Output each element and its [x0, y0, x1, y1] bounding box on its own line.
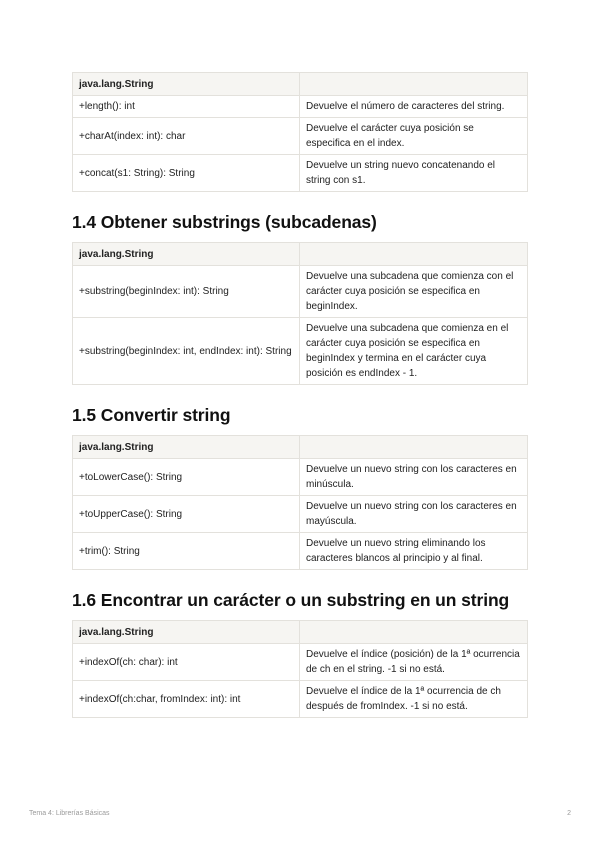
table-header-class: java.lang.String: [73, 621, 300, 644]
section-heading-find: 1.6 Encontrar un carácter o un substring en un string: [72, 590, 510, 610]
table-row: [73, 96, 528, 118]
method-signature: +toLowerCase(): String: [73, 459, 300, 496]
table-header-empty: [300, 73, 528, 96]
method-signature: +length(): int: [73, 96, 300, 118]
table-row: [73, 155, 528, 192]
table-header-class: java.lang.String: [73, 73, 300, 96]
method-description: Devuelve un string nuevo concatenando el string con s1.: [300, 155, 528, 192]
table-header-empty: [300, 243, 528, 266]
table-row: [73, 496, 528, 533]
method-signature: +charAt(index: int): char: [73, 118, 300, 155]
table-header-row: [73, 621, 528, 644]
table-row: [73, 318, 528, 385]
string-substring-methods-table: [72, 242, 528, 385]
method-description: Devuelve un nuevo string con los caracteres en mayúscula.: [300, 496, 528, 533]
table-header-row: [73, 243, 528, 266]
method-description: Devuelve el índice (posición) de la 1ª ocurrencia de ch en el string. -1 si no está.: [300, 644, 528, 681]
method-signature: +substring(beginIndex: int, endIndex: int): String: [73, 318, 300, 385]
method-description: Devuelve el número de caracteres del string.: [300, 96, 528, 118]
table-header-empty: [300, 436, 528, 459]
method-signature: +substring(beginIndex: int): String: [73, 266, 300, 318]
table-header-row: [73, 73, 528, 96]
method-signature: +concat(s1: String): String: [73, 155, 300, 192]
method-signature: +toUpperCase(): String: [73, 496, 300, 533]
table-row: [73, 644, 528, 681]
section-heading-substrings: 1.4 Obtener substrings (subcadenas): [72, 212, 377, 232]
method-description: Devuelve el carácter cuya posición se especifica en el index.: [300, 118, 528, 155]
footer-page-number: 2: [567, 810, 571, 817]
method-signature: +indexOf(ch: char): int: [73, 644, 300, 681]
section-heading-convert: 1.5 Convertir string: [72, 405, 231, 425]
table-header-row: [73, 436, 528, 459]
table-row: [73, 681, 528, 718]
table-row: [73, 533, 528, 570]
method-description: Devuelve un nuevo string con los caracteres en minúscula.: [300, 459, 528, 496]
method-description: Devuelve una subcadena que comienza con el carácter cuya posición se especifica en beginIndex.: [300, 266, 528, 318]
table-row: [73, 266, 528, 318]
string-convert-methods-table: [72, 435, 528, 570]
table-header-class: java.lang.String: [73, 436, 300, 459]
document-page: [72, 72, 528, 718]
table-header-empty: [300, 621, 528, 644]
method-signature: +trim(): String: [73, 533, 300, 570]
string-find-methods-table: [72, 620, 528, 718]
table-header-class: java.lang.String: [73, 243, 300, 266]
footer-chapter-title: Tema 4: Librerías Básicas: [29, 810, 110, 817]
method-description: Devuelve el índice de la 1ª ocurrencia de ch después de fromIndex. -1 si no está.: [300, 681, 528, 718]
string-basic-methods-table: [72, 72, 528, 192]
method-description: Devuelve una subcadena que comienza en el carácter cuya posición se especifica en beginIndex y termina en el carácter cuya posición es endIndex - 1.: [300, 318, 528, 385]
method-description: Devuelve un nuevo string eliminando los caracteres blancos al principio y al final.: [300, 533, 528, 570]
method-signature: +indexOf(ch:char, fromIndex: int): int: [73, 681, 300, 718]
table-row: [73, 459, 528, 496]
table-row: [73, 118, 528, 155]
